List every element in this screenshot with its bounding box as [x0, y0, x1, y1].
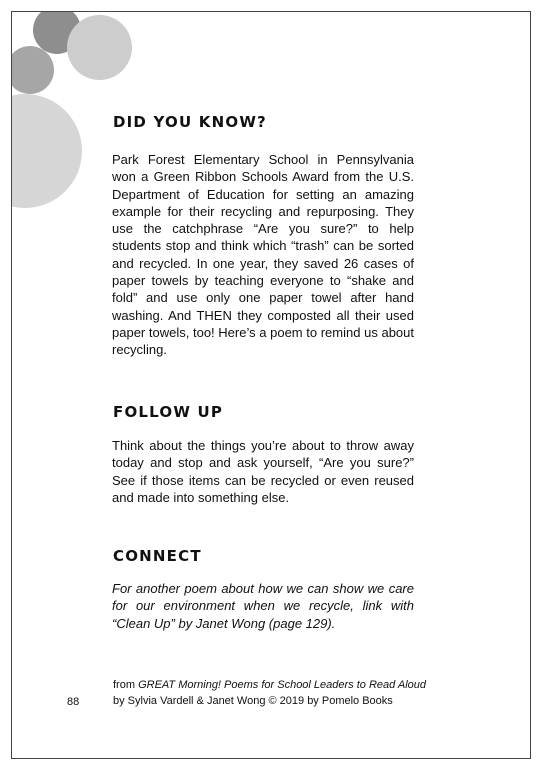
- follow-up-heading: FOLLOW UP: [113, 403, 224, 421]
- footer-from: from: [113, 679, 135, 691]
- decorative-circle-mid: [11, 46, 54, 94]
- connect-heading: CONNECT: [113, 547, 202, 565]
- page: [11, 11, 531, 759]
- decorative-circle-large: [11, 94, 82, 208]
- did-you-know-heading: DID YOU KNOW?: [113, 113, 267, 131]
- footer-source-line: [113, 677, 426, 693]
- did-you-know-body: Park Forest Elementary School in Pennsylvania won a Green Ribbon Schools Award from the U.S. Department of Education for setting an amazing example for their recycling and repurposing. They use the catchphrase “Are you sure?” to help students stop and think which “trash” can be sorted and recycled. In one year, they saved 26 cases of paper towels by teaching everyone to “shake and fold” and use only one paper towel after hand washing. And THEN they composted all their used paper towels, too! Here’s a poem to remind us about recycling.: [112, 152, 414, 358]
- decorative-circle-light: [67, 15, 132, 80]
- footer-book-title: GREAT Morning! Poems for School Leaders to Read Aloud: [138, 679, 427, 691]
- follow-up-body: Think about the things you’re about to throw away today and stop and ask yourself, “Are you sure?” See if those items can be recycled or even reused and made into something else.: [112, 438, 414, 505]
- connect-body: For another poem about how we can show we care for our environment when we recycle, link with “Clean Up” by Janet Wong (page 129).: [112, 581, 414, 631]
- footer-credit-line: by Sylvia Vardell & Janet Wong © 2019 by Pomelo Books: [113, 695, 393, 707]
- footer-citation: [113, 677, 426, 709]
- page-number: 88: [67, 696, 80, 708]
